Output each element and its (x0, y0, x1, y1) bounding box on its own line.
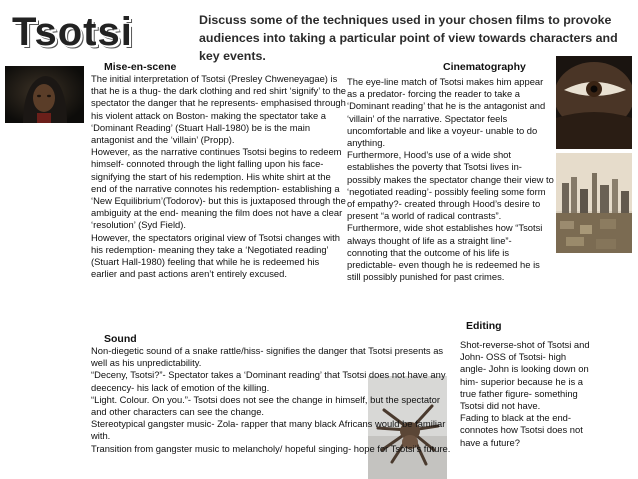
cinematography-paragraph: Furthermore, Hood’s use of a wide shot establishes the poverty that Tsotsi lives in- possibly makes the spectator change their view to ‘negotiated reading’- possibly feeling some form of empathy?- created through Hood’s desire to present “a world of radical contrasts”. (347, 149, 554, 222)
editing-paragraph: Shot-reverse-shot of Tsotsi and John- OSS of Tsotsi- high angle- John is looking down on him- superior because he is a true father figure- something Tsotsi did not have. (460, 339, 590, 412)
sound-paragraph: Transition from gangster music to melancholy/ hopeful singing- hope for Tsotsi’s future. (91, 442, 451, 454)
editing-paragraph: Fading to black at the end- connotes how Tsotsi does not have a future? (460, 412, 583, 448)
cinematography-paragraph: The eye-line match of Tsotsi makes him appear as a predator- forcing the reader to take a ‘Dominant reading’ that he is the antagonist and ‘villain’ of the narrative. Spectator feels uncomfortable and like a voyeur- unable to do anything. (347, 76, 546, 149)
essay-question: Discuss some of the techniques used in your chosen films to provoke audiences into taking a particular point of view towards characters and key events. (199, 13, 618, 63)
sound-heading: Sound (104, 333, 137, 345)
eye-closeup-photo (556, 56, 632, 149)
township-wide-shot-photo (556, 153, 632, 253)
tsotsi-hooded-photo (5, 66, 84, 123)
mise-en-scene-paragraph: However, the spectators original view of Tsotsi changes with his redemption- meaning they take a ‘Negotiated reading’ (Stuart Hall-1980) feeling that while he is redeemed his earlier and past actions aren’t entirely excused. (91, 231, 340, 280)
cinematography-paragraph: Furthermore, wide shot establishes how “Tsotsi always thought of life as a straight line”- connoting that the outcome of his life is predictable- even though he is redeemed he is still possibly punished for past crimes. (347, 222, 543, 283)
mise-en-scene-paragraph: However, as the narrative continues Tsotsi begins to redeem himself- connoted through the light falling upon his face- signifying the start of his redemption. His white shirt at the end of the narrative connotes his redemption- establishing a ‘New Equilibrium’(Todorov)- but this is juxtaposed through the ambiguity at the end- meaning the film does not have a clear ‘resolution’ (Syd Field). (91, 146, 346, 231)
page-title: Tsotsi (12, 10, 133, 54)
sound-paragraph: “Deceny, Tsotsi?”- Spectator takes a ‘Dominant reading’ that Tsotsi does not have any deecency- his lack of emotion of the killing. (91, 369, 446, 393)
editing-heading: Editing (466, 320, 502, 332)
sound-text (91, 345, 453, 455)
cinematography-text (347, 76, 554, 283)
mise-en-scene-text (91, 73, 347, 280)
mise-en-scene-heading: Mise-en-scene (104, 61, 177, 73)
mise-en-scene-paragraph: The initial interpretation of Tsotsi (Presley Chweneyagae) is that he is a thug- the dark clothing and red shirt ‘signify’ to the spectator the danger that he represents- emphasised through his violent attack on Boston- making the spectator take a ‘Dominant Reading’ (Stuart Hall-1980) be is the main antagonist and the ‘villain’ (Propp). (91, 73, 347, 146)
sound-paragraph: “Light. Colour. On you.”- Tsotsi does not see the change in himself, but the spectator and other characters can see the change. (91, 393, 440, 418)
cinematography-heading: Cinematography (443, 61, 526, 73)
editing-text (460, 339, 594, 449)
sound-paragraph: Non-diegetic sound of a snake rattle/hiss- signifies the danger that Tsotsi presents as well as his unpredictability. (91, 345, 444, 369)
sound-paragraph: Stereotypical gangster music- Zola- rapper that many black Africans would be familiar with. (91, 418, 446, 442)
